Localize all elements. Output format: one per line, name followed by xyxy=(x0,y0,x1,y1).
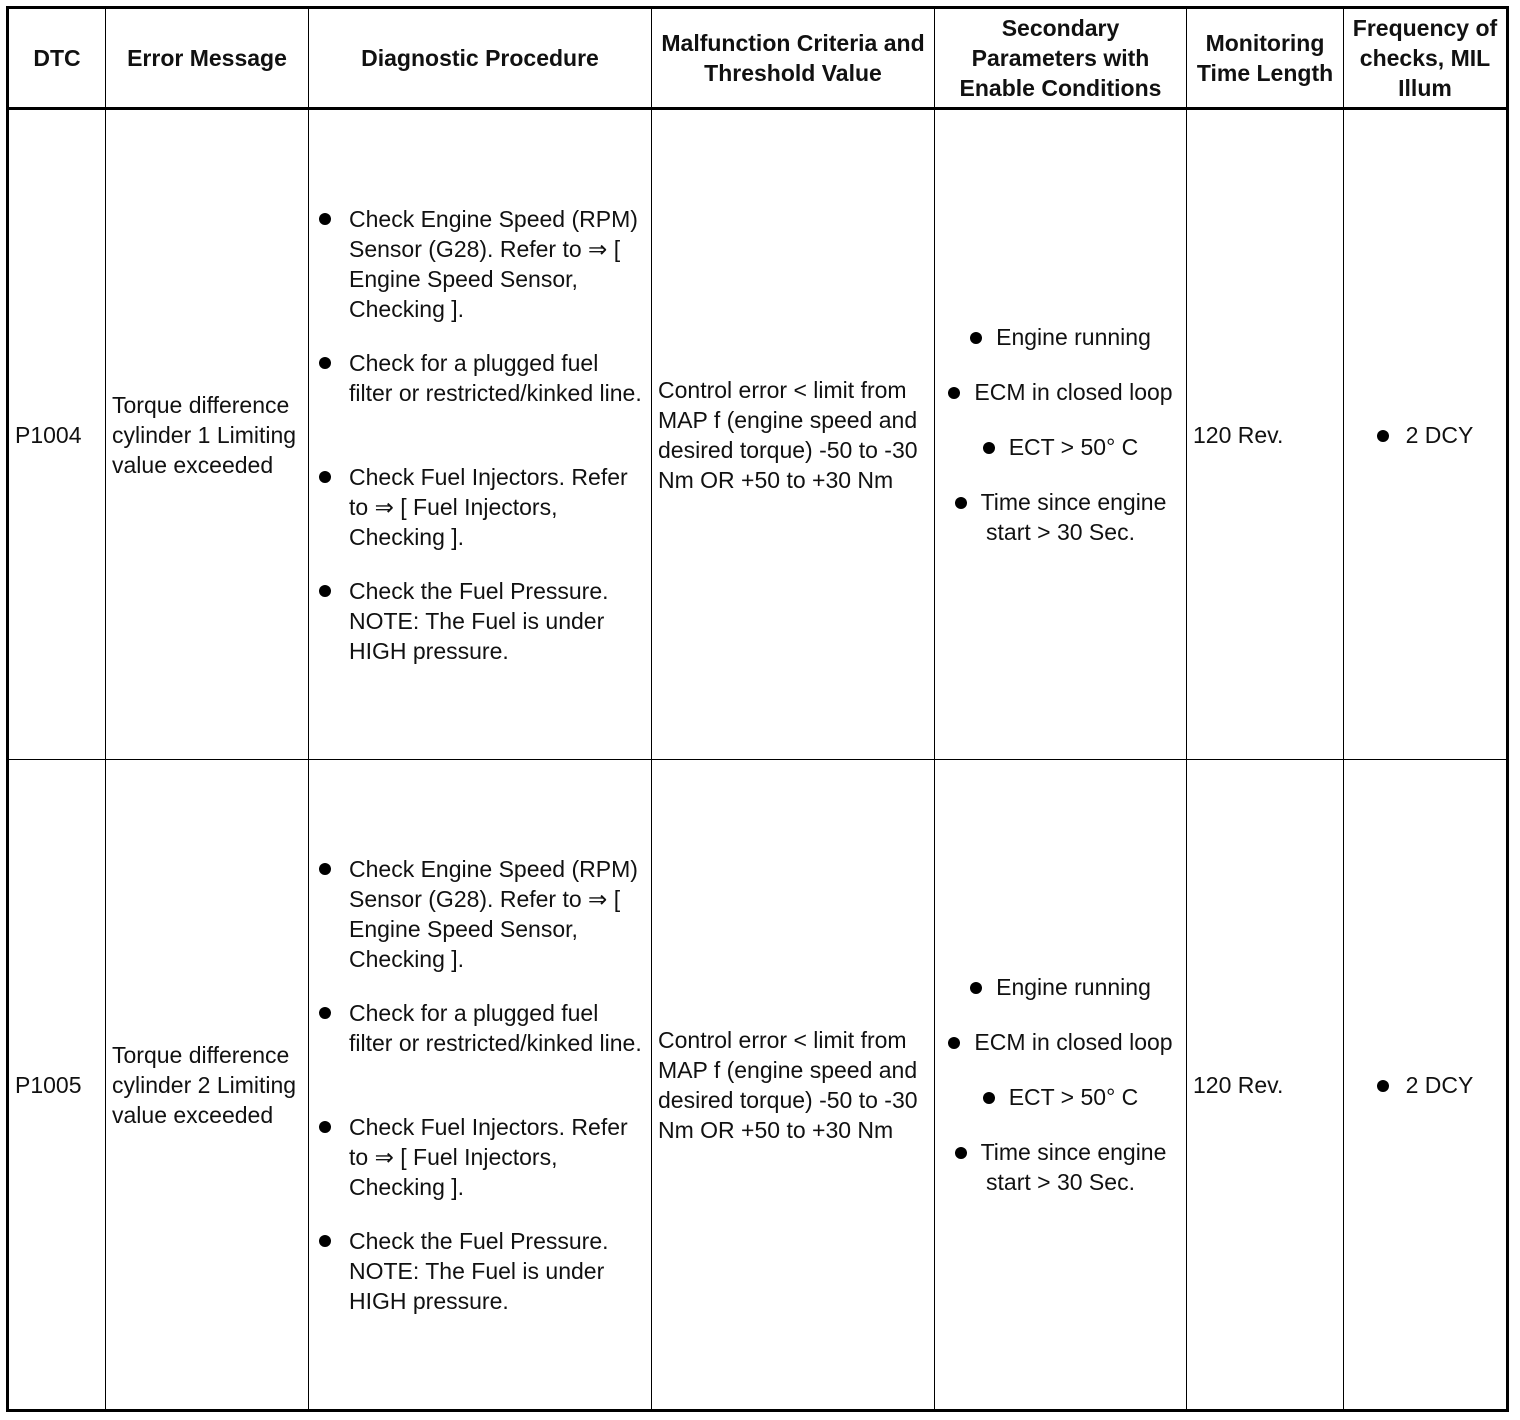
dtc-code: P1004 xyxy=(8,109,106,760)
condition-text: Engine running xyxy=(996,974,1151,1000)
bullet-icon xyxy=(955,1147,967,1159)
procedure-step xyxy=(315,1112,645,1202)
bullet-icon xyxy=(948,387,960,399)
monitoring-time: 120 Rev. xyxy=(1187,760,1344,1411)
secondary-parameters xyxy=(935,760,1187,1411)
condition-text: ECT > 50° C xyxy=(1008,1084,1139,1110)
error-message: Torque difference cylinder 2 Limiting value exceeded xyxy=(106,760,309,1411)
table-row xyxy=(8,109,1508,760)
procedure-step xyxy=(315,462,645,552)
bullet-icon xyxy=(955,497,967,509)
procedure-step xyxy=(315,576,645,666)
bullet-icon xyxy=(970,332,982,344)
monitoring-time: 120 Rev. xyxy=(1187,109,1344,760)
procedure-step xyxy=(315,1226,645,1316)
header-malfunction-criteria: Malfunction Criteria and Threshold Value xyxy=(652,8,935,109)
bullet-icon xyxy=(319,1235,331,1247)
procedure-step-text: Check Fuel Injectors. Refer to ⇒ [ Fuel Injectors, Checking ]. xyxy=(349,463,628,550)
header-secondary-parameters: Secondary Parameters with Enable Conditions xyxy=(935,8,1187,109)
header-monitoring-time: Monitoring Time Length xyxy=(1187,8,1344,109)
procedure-list xyxy=(315,854,645,1316)
frequency-value: 2 DCY xyxy=(1405,421,1474,448)
condition-item xyxy=(941,1137,1180,1197)
bullet-icon xyxy=(319,357,331,369)
header-diagnostic-procedure: Diagnostic Procedure xyxy=(309,8,652,109)
condition-item xyxy=(941,487,1180,547)
header-row xyxy=(8,8,1508,109)
header-dtc: DTC xyxy=(8,8,106,109)
malfunction-criteria: Control error < limit from MAP f (engine speed and desired torque) -50 to -30 Nm OR +50 to +30 Nm xyxy=(652,760,935,1411)
procedure-step xyxy=(315,204,645,324)
bullet-icon xyxy=(948,1037,960,1049)
frequency-value: 2 DCY xyxy=(1405,1071,1474,1098)
bullet-icon xyxy=(1377,430,1389,442)
procedure-step-text: Check the Fuel Pressure. NOTE: The Fuel is under HIGH pressure. xyxy=(349,577,609,664)
condition-item xyxy=(941,972,1180,1002)
bullet-icon xyxy=(319,585,331,597)
condition-text: Time since engine start > 30 Sec. xyxy=(980,1139,1167,1195)
conditions-list xyxy=(941,322,1180,547)
procedure-step-text: Check the Fuel Pressure. NOTE: The Fuel is under HIGH pressure. xyxy=(349,1227,609,1314)
condition-text: ECT > 50° C xyxy=(1008,434,1139,460)
frequency-cell xyxy=(1344,109,1508,760)
condition-text: ECM in closed loop xyxy=(974,379,1173,405)
condition-item xyxy=(941,322,1180,352)
procedure-step-text: Check Fuel Injectors. Refer to ⇒ [ Fuel Injectors, Checking ]. xyxy=(349,1113,628,1200)
condition-item xyxy=(941,432,1180,462)
bullet-icon xyxy=(319,863,331,875)
table-row xyxy=(8,760,1508,1411)
header-frequency: Frequency of checks, MIL Illum xyxy=(1344,8,1508,109)
secondary-parameters xyxy=(935,109,1187,760)
frequency-cell xyxy=(1344,760,1508,1411)
dtc-code: P1005 xyxy=(8,760,106,1411)
bullet-icon xyxy=(970,982,982,994)
diagnostic-procedure xyxy=(309,109,652,760)
procedure-step xyxy=(315,998,645,1058)
malfunction-criteria: Control error < limit from MAP f (engine speed and desired torque) -50 to -30 Nm OR +50 to +30 Nm xyxy=(652,109,935,760)
bullet-icon xyxy=(319,213,331,225)
bullet-icon xyxy=(319,1121,331,1133)
condition-item xyxy=(941,1082,1180,1112)
procedure-step-text: Check for a plugged fuel filter or restricted/kinked line. xyxy=(349,999,642,1056)
header-error-message: Error Message xyxy=(106,8,309,109)
conditions-list xyxy=(941,972,1180,1197)
condition-item xyxy=(941,377,1180,407)
procedure-step xyxy=(315,854,645,974)
condition-text: Engine running xyxy=(996,324,1151,350)
procedure-step-text: Check for a plugged fuel filter or restricted/kinked line. xyxy=(349,349,642,406)
bullet-icon xyxy=(983,1092,995,1104)
procedure-list xyxy=(315,204,645,666)
bullet-icon xyxy=(983,442,995,454)
bullet-icon xyxy=(1377,1080,1389,1092)
condition-text: Time since engine start > 30 Sec. xyxy=(980,489,1167,545)
bullet-icon xyxy=(319,1007,331,1019)
diagnostic-procedure xyxy=(309,760,652,1411)
procedure-step-text: Check Engine Speed (RPM) Sensor (G28). Refer to ⇒ [ Engine Speed Sensor, Checking ]. xyxy=(349,855,638,972)
dtc-table xyxy=(6,6,1509,1412)
error-message: Torque difference cylinder 1 Limiting value exceeded xyxy=(106,109,309,760)
condition-text: ECM in closed loop xyxy=(974,1029,1173,1055)
procedure-step xyxy=(315,348,645,408)
bullet-icon xyxy=(319,471,331,483)
condition-item xyxy=(941,1027,1180,1057)
procedure-step-text: Check Engine Speed (RPM) Sensor (G28). Refer to ⇒ [ Engine Speed Sensor, Checking ]. xyxy=(349,205,638,322)
